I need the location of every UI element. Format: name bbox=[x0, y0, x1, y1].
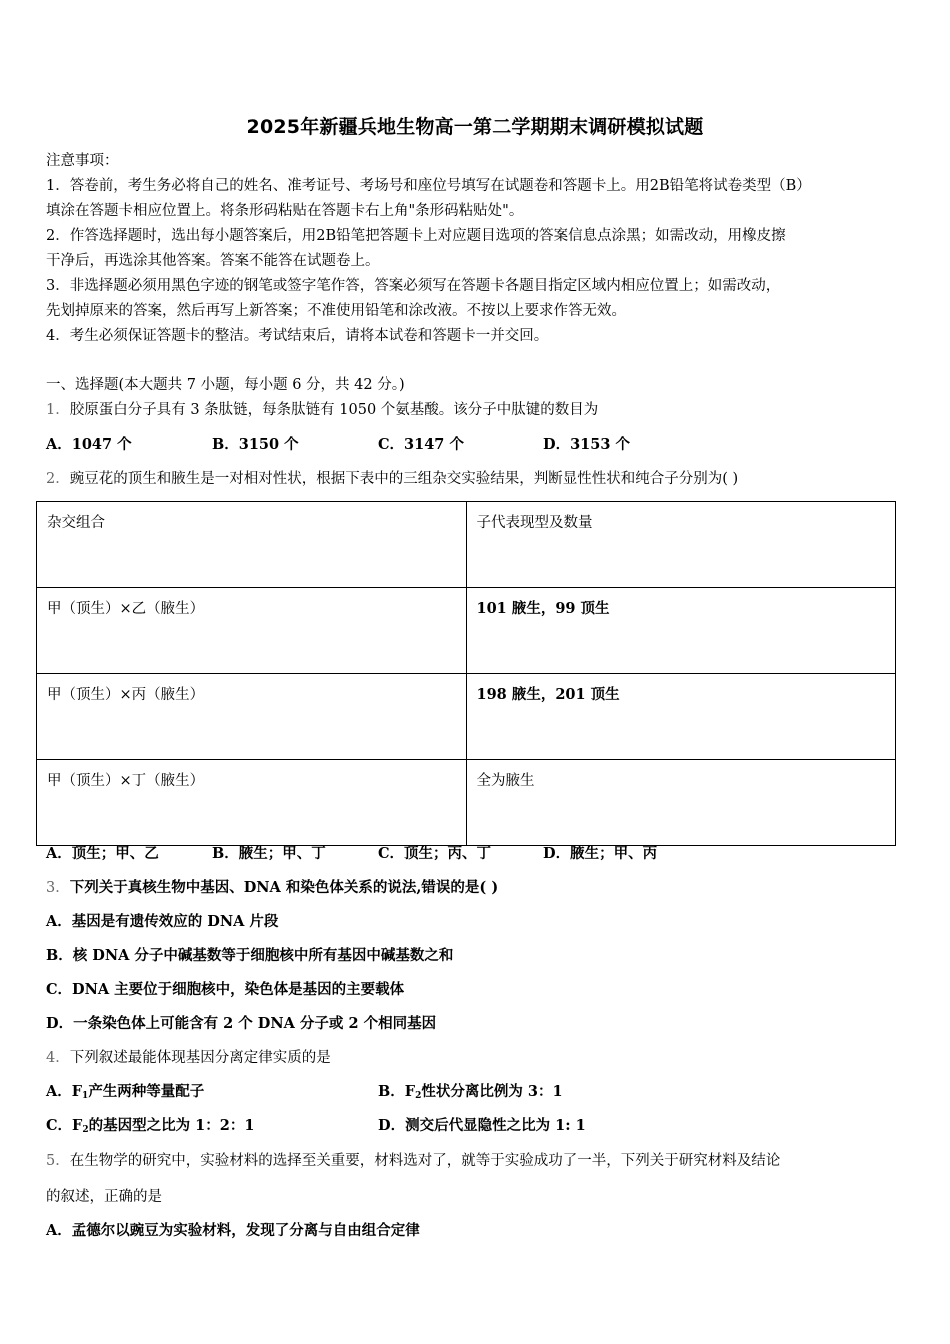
q4-option-c bbox=[46, 1116, 254, 1140]
q1-option-c: C．3147 个 bbox=[378, 436, 464, 453]
q2-option-d: D．腋生；甲、丙 bbox=[543, 845, 658, 862]
cross-result-table bbox=[36, 501, 896, 846]
question-1 bbox=[46, 400, 598, 420]
question-3 bbox=[46, 878, 498, 898]
notice-line: 干净后，再选涂其他答案。答案不能答在试题卷上。 bbox=[46, 253, 380, 269]
q4-option-a bbox=[46, 1082, 204, 1106]
subscript: 2 bbox=[415, 1091, 422, 1101]
question-stem: 下列关于真核生物中基因、DNA 和染色体关系的说法,错误的是( ) bbox=[69, 879, 499, 896]
notice-line: 4．考生必须保证答题卡的整洁。考试结束后，请将本试卷和答题卡一并交回。 bbox=[46, 328, 549, 344]
question-number: 3． bbox=[46, 880, 70, 896]
q3-option-b: B．核 DNA 分子中碱基数等于细胞核中所有基因中碱基数之和 bbox=[46, 947, 454, 964]
table-cell: 198 腋生，201 顶生 bbox=[466, 674, 896, 760]
question-4 bbox=[46, 1048, 331, 1068]
section-heading: 一、选择题(本大题共 7 小题，每小题 6 分，共 42 分。) bbox=[46, 377, 405, 393]
table-row bbox=[37, 674, 896, 760]
notice-line: 2．作答选择题时，选出每小题答案后，用2B铅笔把答题卡上对应题目选项的答案信息点涂黑；如需改动，用橡皮擦 bbox=[46, 228, 786, 244]
option-text: 性状分离比例为 3：1 bbox=[421, 1083, 563, 1100]
option-text: C．F bbox=[46, 1117, 83, 1134]
option-text: B．F bbox=[378, 1083, 416, 1100]
table-cell: 101 腋生，99 顶生 bbox=[466, 588, 896, 674]
notice-heading: 注意事项： bbox=[46, 153, 119, 169]
question-number: 2． bbox=[46, 471, 70, 487]
table-row bbox=[37, 760, 896, 846]
q3-option-d: D．一条染色体上可能含有 2 个 DNA 分子或 2 个相同基因 bbox=[46, 1015, 437, 1032]
table-header-cell: 子代表现型及数量 bbox=[466, 502, 896, 588]
q5-option-a: A．孟德尔以豌豆为实验材料，发现了分离与自由组合定律 bbox=[46, 1222, 420, 1239]
notice-line: 3．非选择题必须用黑色字迹的钢笔或签字笔作答，答案必须写在答题卡各题目指定区域内相应位置上；如需改动， bbox=[46, 278, 781, 294]
notice-line: 1．答卷前，考生务必将自己的姓名、准考证号、考场号和座位号填写在试题卷和答题卡上。用2B铅笔将试卷类型（B） bbox=[46, 178, 811, 194]
question-stem: 在生物学的研究中，实验材料的选择至关重要，材料选对了，就等于实验成功了一半，下列关于研究材料及结论 bbox=[69, 1153, 781, 1169]
question-number: 1． bbox=[46, 402, 70, 418]
exam-title: 2025年新疆兵地生物高一第二学期期末调研模拟试题 bbox=[246, 116, 704, 138]
table-cell: 甲（顶生）×丙（腋生） bbox=[37, 674, 467, 760]
q1-option-d: D．3153 个 bbox=[543, 436, 630, 453]
table-cell: 甲（顶生）×丁（腋生） bbox=[37, 760, 467, 846]
q4-option-d: D．测交后代显隐性之比为 1: 1 bbox=[378, 1117, 586, 1134]
option-text: 产生两种等量配子 bbox=[88, 1083, 205, 1100]
table-row bbox=[37, 588, 896, 674]
subscript: 2 bbox=[82, 1125, 89, 1135]
table-header-row bbox=[37, 502, 896, 588]
q2-option-b: B．腋生；甲、丁 bbox=[212, 845, 326, 862]
q2-option-c: C．顶生；丙、丁 bbox=[378, 845, 492, 862]
q1-option-b: B．3150 个 bbox=[212, 436, 299, 453]
question-stem: 胶原蛋白分子具有 3 条肽链，每条肽链有 1050 个氨基酸。该分子中肽键的数目为 bbox=[69, 402, 599, 418]
question-stem: 豌豆花的顶生和腋生是一对相对性状，根据下表中的三组杂交实验结果，判断显性性状和纯合子分别为( ) bbox=[69, 471, 739, 487]
notice-line: 先划掉原来的答案，然后再写上新答案；不准使用铅笔和涂改液。不按以上要求作答无效。 bbox=[46, 303, 626, 319]
question-5 bbox=[46, 1151, 780, 1171]
table-cell: 全为腋生 bbox=[466, 760, 896, 846]
question-number: 4． bbox=[46, 1050, 70, 1066]
q2-option-a: A．顶生；甲、乙 bbox=[46, 845, 159, 862]
table-cell: 甲（顶生）×乙（腋生） bbox=[37, 588, 467, 674]
q1-option-a: A．1047 个 bbox=[46, 436, 132, 453]
question-5-continued: 的叙述，正确的是 bbox=[46, 1189, 162, 1205]
option-text: 的基因型之比为 1：2：1 bbox=[88, 1117, 255, 1134]
q4-option-b bbox=[378, 1082, 563, 1106]
table-header-cell: 杂交组合 bbox=[37, 502, 467, 588]
q3-option-c: C．DNA 主要位于细胞核中，染色体是基因的主要载体 bbox=[46, 981, 405, 998]
question-2 bbox=[46, 469, 738, 489]
subscript: 1 bbox=[82, 1091, 89, 1101]
notice-line: 填涂在答题卡相应位置上。将条形码粘贴在答题卡右上角"条形码粘贴处"。 bbox=[46, 203, 524, 219]
q3-option-a: A．基因是有遗传效应的 DNA 片段 bbox=[46, 913, 279, 930]
option-text: A．F bbox=[46, 1083, 83, 1100]
question-number: 5． bbox=[46, 1153, 70, 1169]
question-stem: 下列叙述最能体现基因分离定律实质的是 bbox=[69, 1050, 331, 1066]
